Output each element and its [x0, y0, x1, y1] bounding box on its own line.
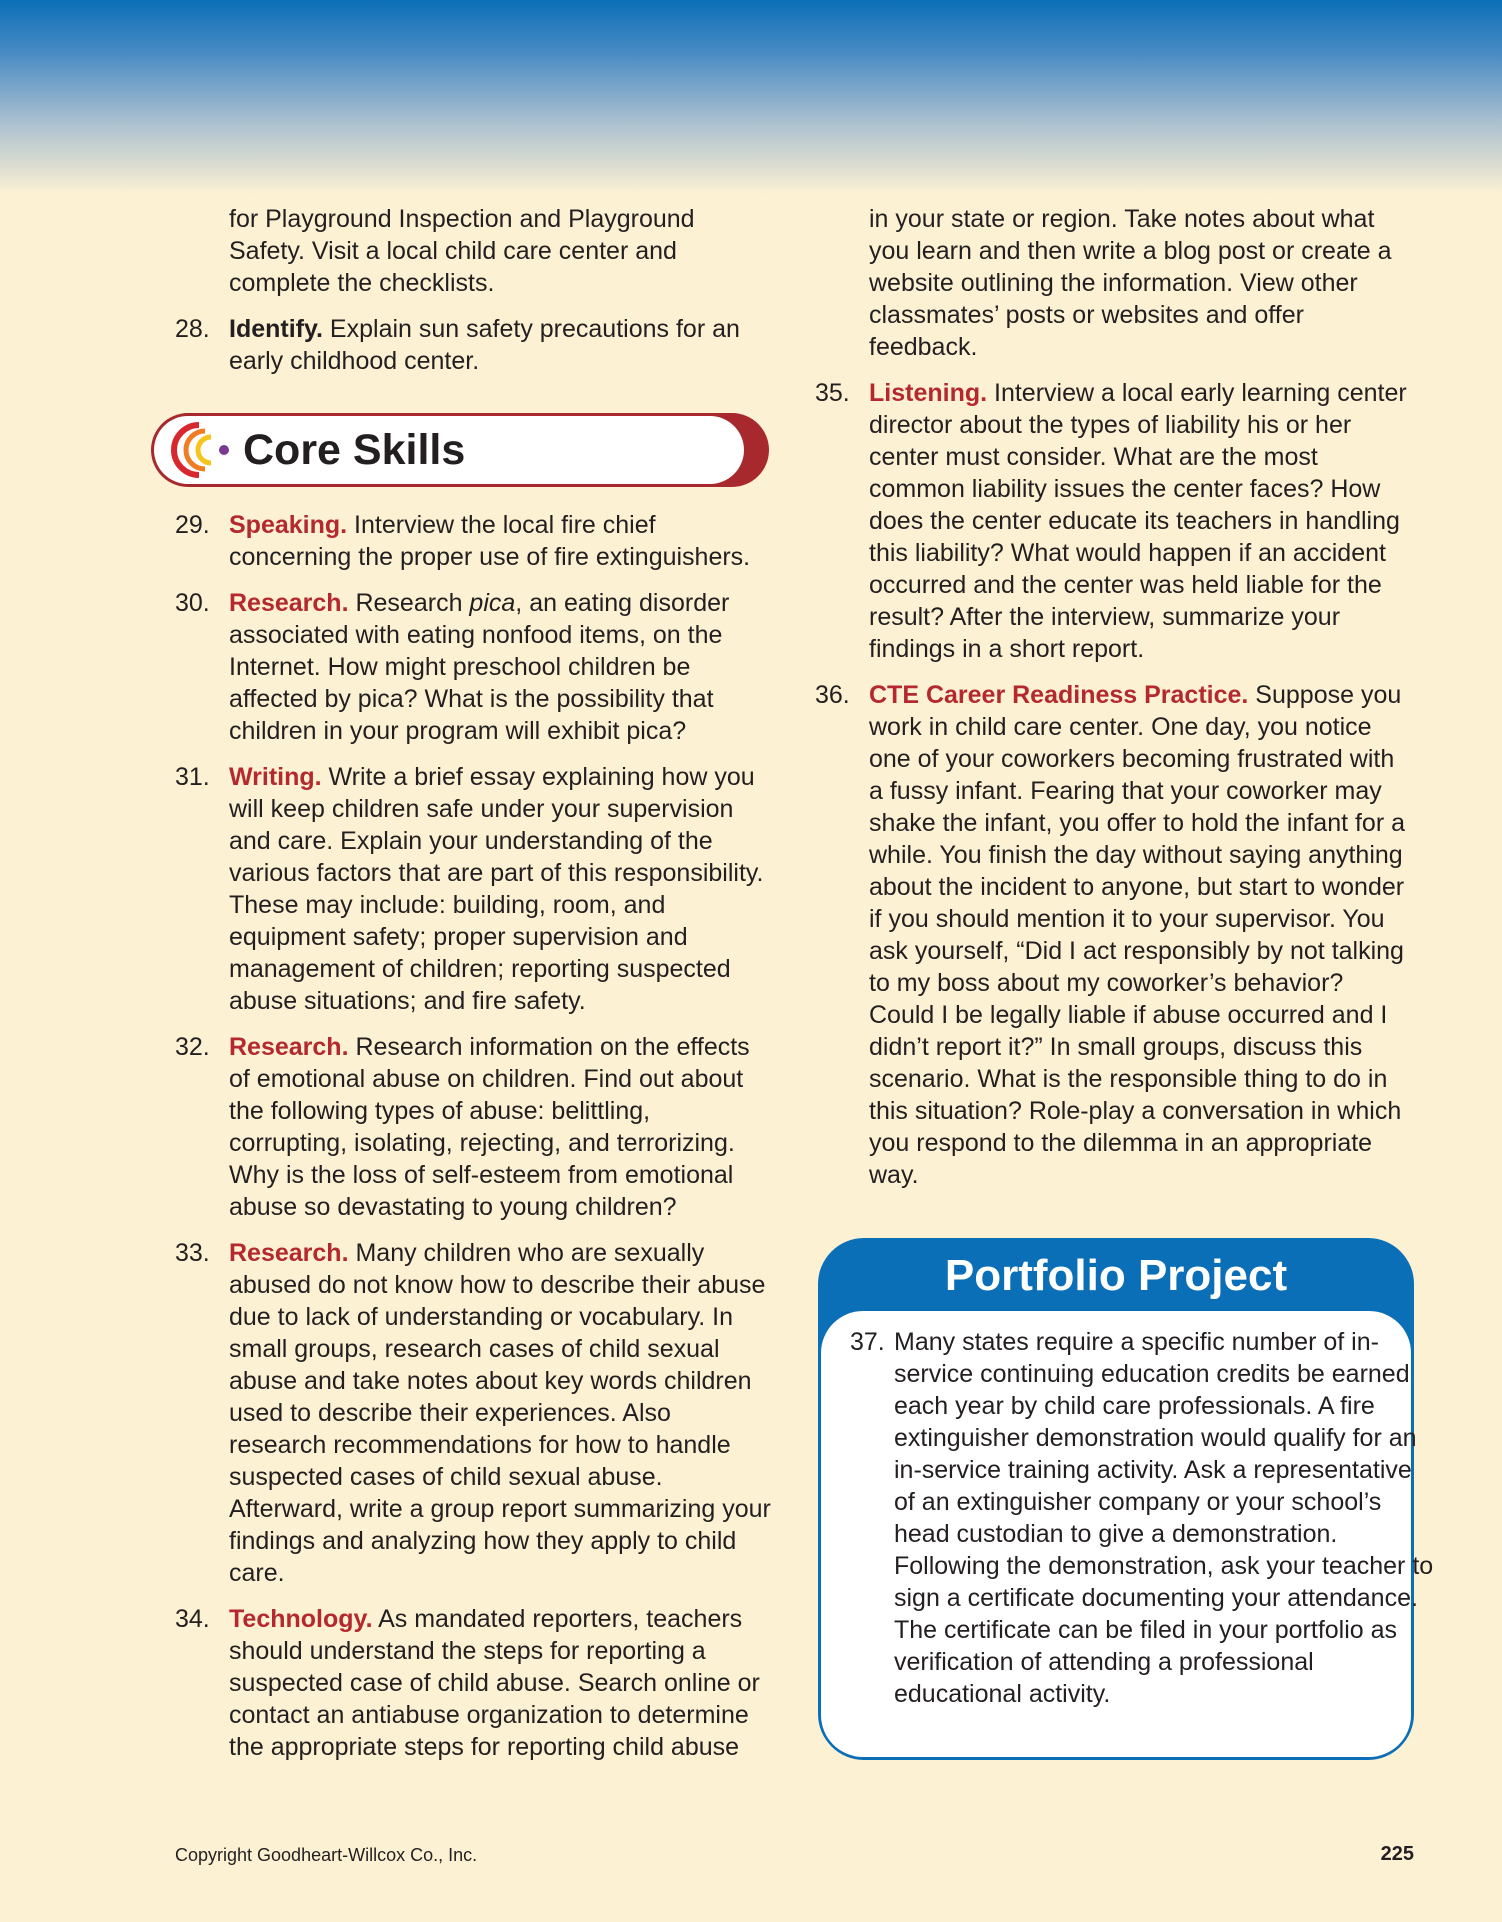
question-number: 31. [175, 763, 210, 791]
question-keyword: Technology. [229, 1605, 373, 1633]
question-text: Many states require a specific number of in-service continuing education credits be earned each year by child care professionals. A fire extinguisher demonstration would qualify for an in-service training activity. Ask a representative of an extinguisher company or your school’s head custodian to give a demonstration. Following the demonstration, ask your teacher to sign a certificate documenting your attendance. The certificate can be filed in your portfolio as verification of attending a professional educational activity. [894, 1328, 1434, 1708]
question-29 [175, 509, 775, 573]
question-number: 32. [175, 1033, 210, 1061]
question-31 [175, 761, 775, 1017]
copyright-notice: Copyright Goodheart-Willcox Co., Inc. [175, 1845, 478, 1865]
question-number: 30. [175, 589, 210, 617]
portfolio-project-body [821, 1311, 1434, 1757]
question-36 [815, 679, 1415, 1191]
question-number: 28. [175, 315, 210, 343]
question-37 [850, 1326, 1434, 1710]
question-text: Many children who are sexually abused do not know how to describe their abuse due to lack of understanding or vocabulary. In small groups, research cases of child sexual abuse and take notes about key words children used to describe their experiences. Also research recommendations for how to handle suspected cases of child sexual abuse. Afterward, write a group report summarizing your findings and analyzing how they apply to child care. [229, 1239, 771, 1587]
question-34 [175, 1603, 775, 1763]
continuation-text-right: in your state or region. Take notes about what you learn and then write a blog post or create a website outlining the information. View other classmates’ posts or websites and offer feedback. [869, 205, 1392, 361]
right-column [815, 203, 1415, 1205]
question-text: As mandated reporters, teachers should understand the steps for reporting a suspected case of child abuse. Search online or contact an antiabuse organization to determine the appropriate steps for reporting child abuse [229, 1605, 760, 1761]
question-33 [175, 1237, 775, 1589]
question-keyword: Research. [229, 1239, 349, 1267]
top-gradient-band [0, 0, 1502, 195]
question-number: 29. [175, 511, 210, 539]
question-text: Interview a local early learning center director about the types of liability his or her center must consider. What are the most common liability issues the center faces? How does the center educate its teachers in handling this liability? What would happen if an accident occurred and the center was held liable for the result? After the interview, summarize your findings in a short report. [869, 379, 1407, 663]
question-number: 35. [815, 379, 850, 407]
question-28 [175, 313, 775, 377]
question-35 [815, 377, 1415, 665]
question-32 [175, 1031, 775, 1223]
question-keyword: Identify. [229, 315, 323, 343]
core-skills-banner [151, 413, 769, 487]
portfolio-project-title: Portfolio Project [944, 1251, 1288, 1300]
question-text: Explain sun safety precautions for an early childhood center. [229, 315, 740, 375]
question-text-after: , an eating disorder associated with eating nonfood items, on the Internet. How might preschool children be affected by pica? What is the possibility that children in your program will exhibit pica? [229, 589, 730, 745]
question-number: 37. [850, 1328, 885, 1356]
question-text-before: Research [348, 589, 470, 617]
question-30 [175, 587, 775, 747]
page-number: 225 [1380, 1843, 1414, 1865]
question-keyword: Writing. [229, 763, 322, 791]
question-keyword: Speaking. [229, 511, 348, 539]
portfolio-project-box [818, 1238, 1434, 1760]
question-text: Research information on the effects of emotional abuse on children. Find out about the following types of abuse: belittling, corrupting, isolating, rejecting, and terrorizing. Why is the loss of self-esteem from emotional abuse so devastating to young children? [229, 1033, 750, 1221]
left-column [175, 203, 775, 1777]
question-text: Interview the local fire chief concerning the proper use of fire extinguishers. [229, 511, 751, 571]
question-italic-term: pica [469, 589, 516, 617]
concentric-arcs-icon [169, 420, 239, 480]
question-number: 33. [175, 1239, 210, 1267]
continuation-text-left: for Playground Inspection and Playground Safety. Visit a local child care center and complete the checklists. [229, 205, 695, 297]
question-keyword: CTE Career Readiness Practice. [869, 681, 1249, 709]
question-text: Write a brief essay explaining how you will keep children safe under your supervision and care. Explain your understanding of the various factors that are part of this responsibility. These may include: building, room, and equipment safety; proper supervision and management of children; reporting suspected abuse situations; and fire safety. [229, 763, 764, 1015]
question-number: 36. [815, 681, 850, 709]
question-keyword: Listening. [869, 379, 988, 407]
core-skills-title: Core Skills [243, 426, 466, 474]
question-keyword: Research. [229, 589, 349, 617]
question-keyword: Research. [229, 1033, 349, 1061]
question-number: 34. [175, 1605, 210, 1633]
question-text: Suppose you work in child care center. One day, you notice one of your coworkers becoming frustrated with a fussy infant. Fearing that your coworker may shake the infant, you offer to hold the infant for a while. You finish the day without saying anything about the incident to anyone, but start to wonder if you should mention it to your supervisor. You ask yourself, “Did I act responsibly by not talking to my boss about my coworker’s behavior? Could I be legally liable if abuse occurred and I didn’t report it?” In small groups, discuss this scenario. What is the responsible thing to do in this situation? Role-play a conversation in which you respond to the dilemma in an appropriate way. [869, 681, 1406, 1189]
